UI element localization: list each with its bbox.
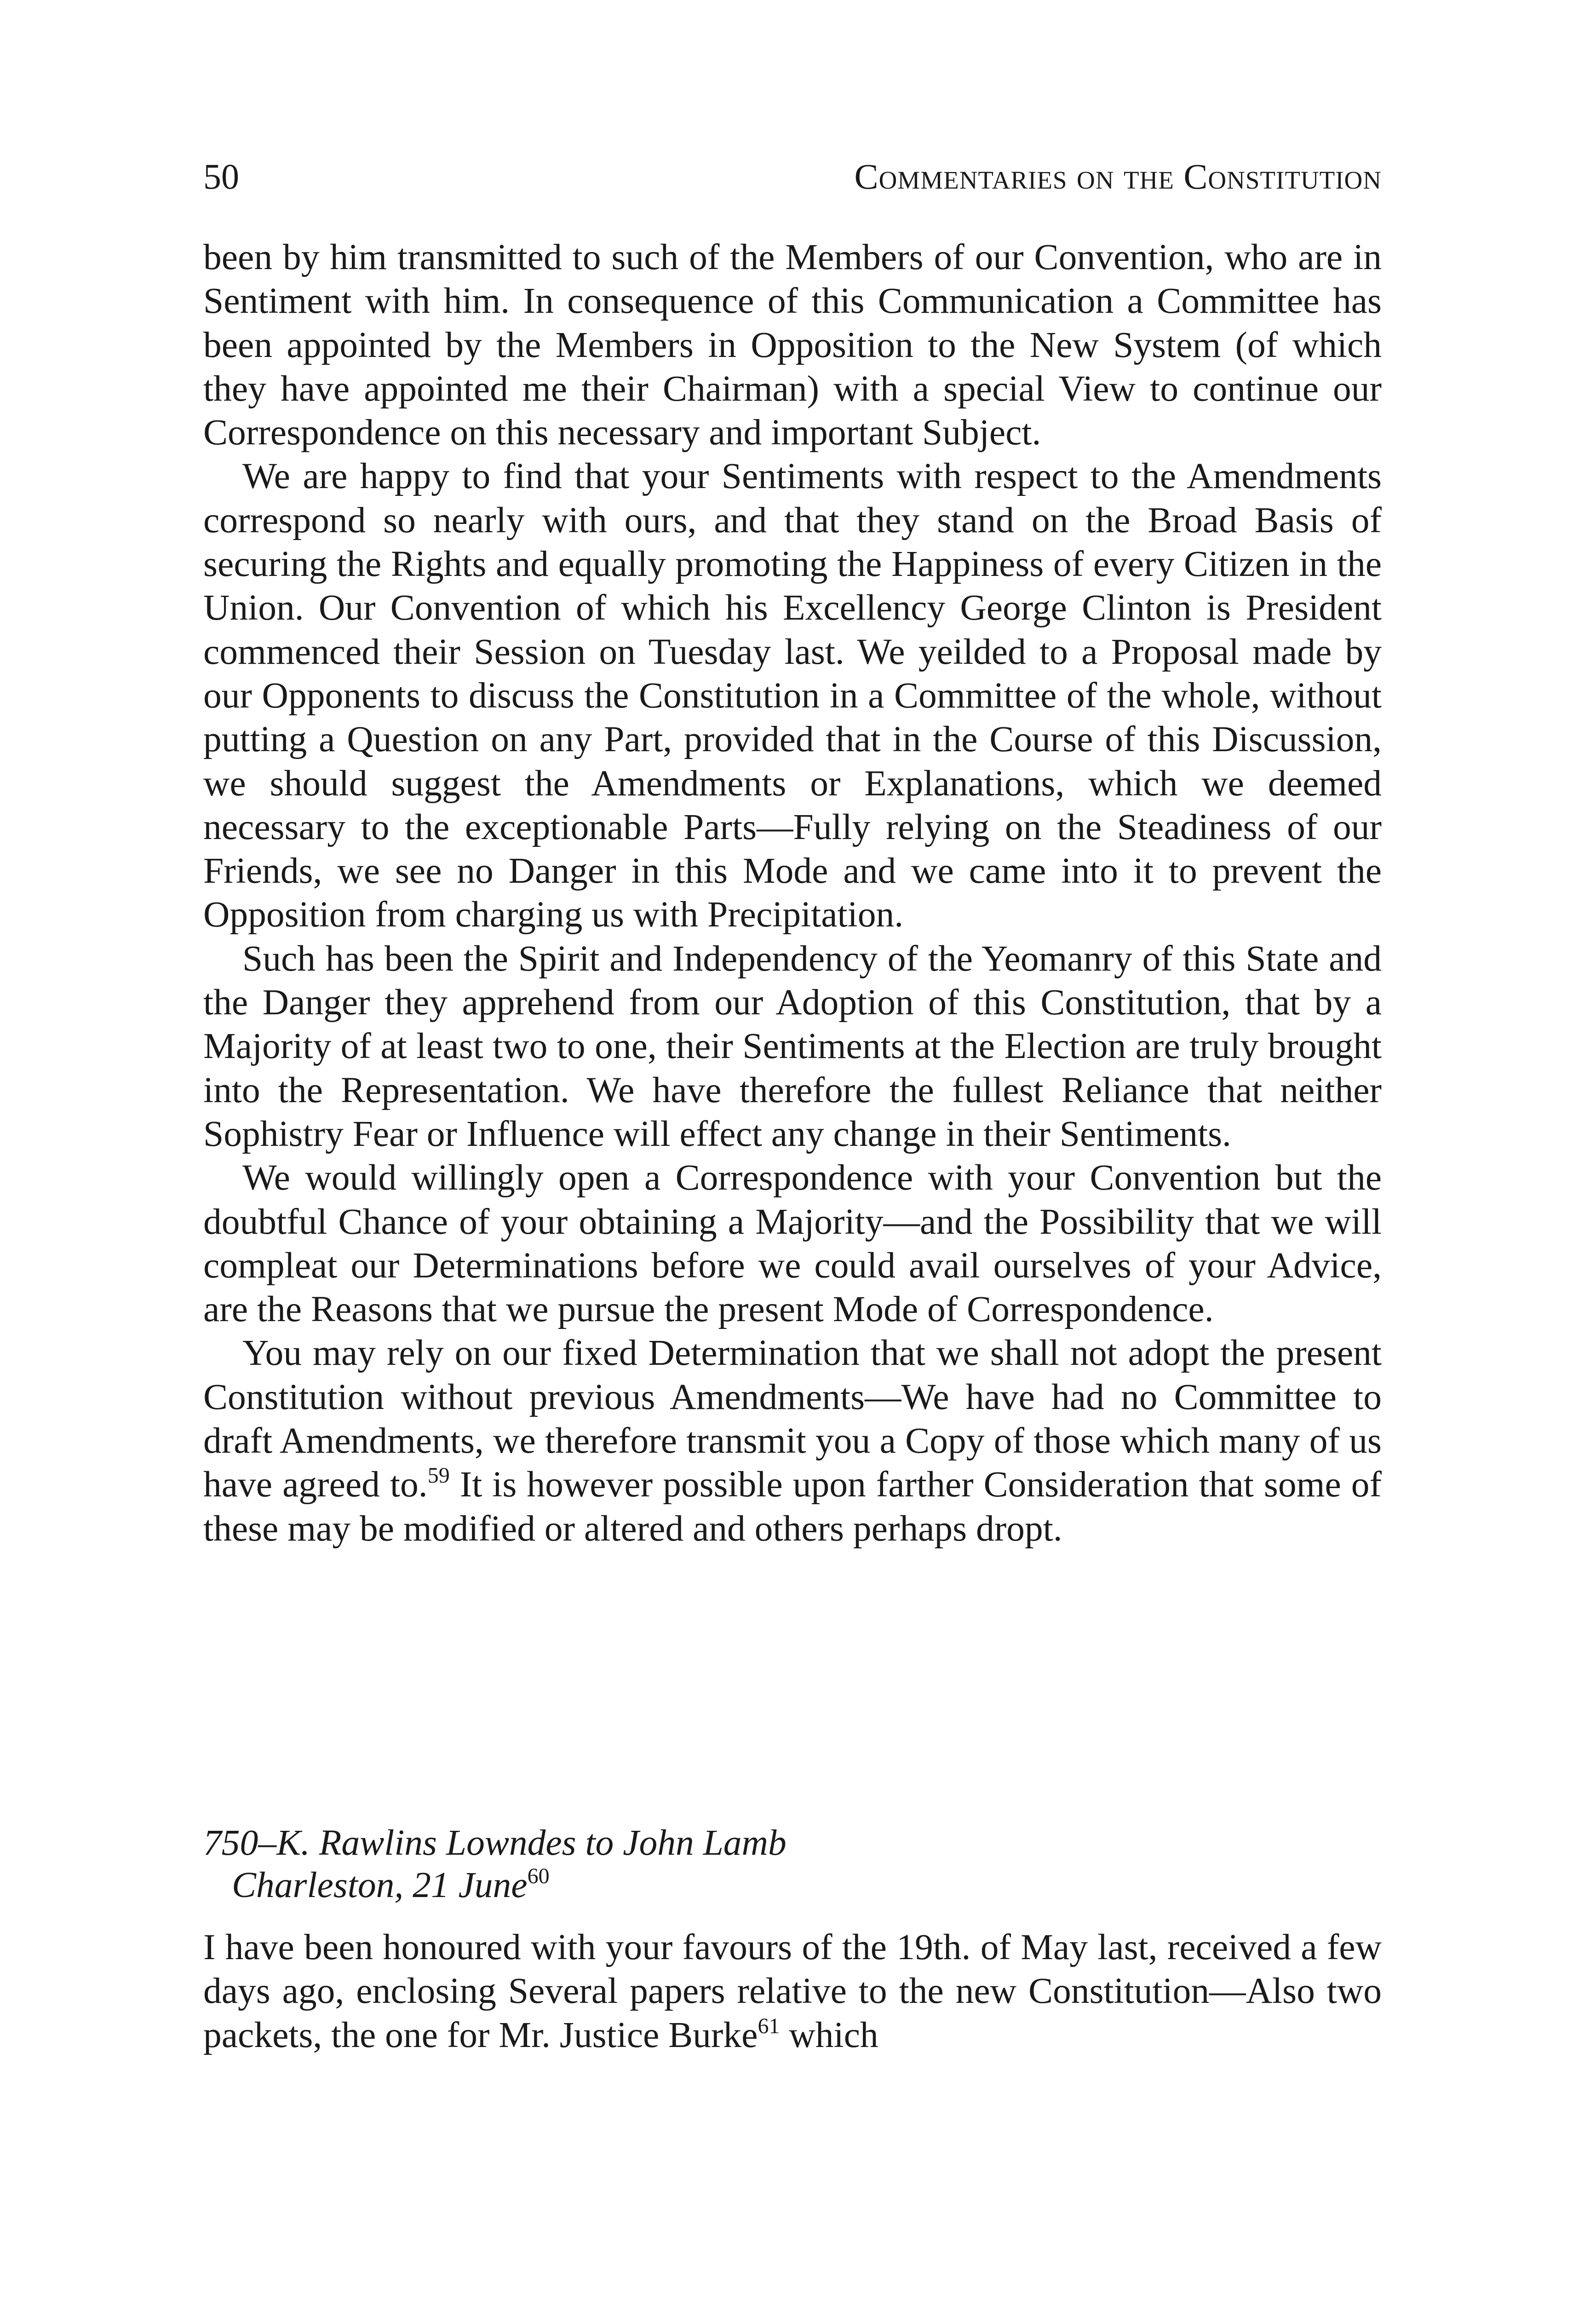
letter-paragraph-1-text-continued: which	[780, 2014, 878, 2055]
paragraph-3: Such has been the Spirit and Independency of the Yeomanry of this State and the Danger they apprehend from our Adoption of this Constitution, that by a Majority of at least two to one, their Sentiments at the Election are truly brought into the Representation. We have therefore the fullest Reliance that neither Sophistry Fear or Influence will effect any change in their Sentiments.	[203, 938, 1382, 1154]
footnote-ref-60[interactable]: 60	[527, 1864, 550, 1888]
paragraph-1: been by him transmitted to such of the Members of our Convention, who are in Sentiment with him. In consequence of this Communication a Committee has been appointed by the Members in Opposition to the New System (of which they have appointed me their Chairman) with a special View to continue our Correspondence on this necessary and important Subject.	[203, 237, 1382, 453]
page-number: 50	[203, 156, 239, 196]
paragraph-5-text: You may rely on our fixed Determination that we shall not adopt the present Constitution without previous Amendments—We have had no Committee to draft Amendments, we therefore transmit you a Copy of those which many of us have agreed to.	[203, 1333, 1382, 1505]
paragraph-5-text-continued: It is however possible upon farther Consideration that some of these may be modified or altered and others perhaps dropt.	[203, 1464, 1382, 1549]
letter-paragraph-1-text: I have been honoured with your favours of the 19th. of May last, received a few days ago, enclosing Several papers relative to the new Constitution—Also two packets, the one for Mr. Justice Burke	[203, 1927, 1382, 2055]
document-place-date: Charleston, 21 June	[232, 1865, 528, 1905]
footnote-ref-61[interactable]: 61	[758, 2013, 780, 2038]
document-title: Rawlins Lowndes to John Lamb	[319, 1823, 787, 1863]
body-text	[203, 236, 1382, 1551]
paragraph-4: We would willingly open a Correspondence with your Convention but the doubtful Chance of your obtaining a Majority—and the Possibility that we will compleat our Determinations before we could avail ourselves of your Advice, are the Reasons that we pursue the present Mode of Correspondence.	[203, 1157, 1382, 1330]
document-heading	[203, 1822, 1382, 1906]
paragraph-5	[203, 1331, 1382, 1550]
running-title: Commentaries on the Constitution	[854, 156, 1382, 196]
letter-text	[203, 1926, 1382, 2057]
footnote-ref-59[interactable]: 59	[427, 1463, 450, 1488]
document-number: 750–K.	[203, 1823, 310, 1863]
paragraph-2: We are happy to find that your Sentiments with respect to the Amendments correspond so nearly with ours, and that they stand on the Broad Basis of securing the Rights and equally promoting the Happiness of every Citizen in the Union. Our Convention of which his Excellency George Clinton is President commenced their Session on Tuesday last. We yeilded to a Proposal made by our Opponents to discuss the Constitution in a Committee of the whole, without putting a Question on any Part, provided that in the Course of this Discussion, we should suggest the Amendments or Explanations, which we deemed necessary to the exceptionable Parts—Fully relying on the Steadiness of our Friends, we see no Danger in this Mode and we came into it to prevent the Opposition from charging us with Precipitation.	[203, 456, 1382, 935]
letter-paragraph-1	[203, 1926, 1382, 2057]
document-place-date-line	[203, 1864, 1382, 1906]
running-head	[203, 154, 1382, 200]
